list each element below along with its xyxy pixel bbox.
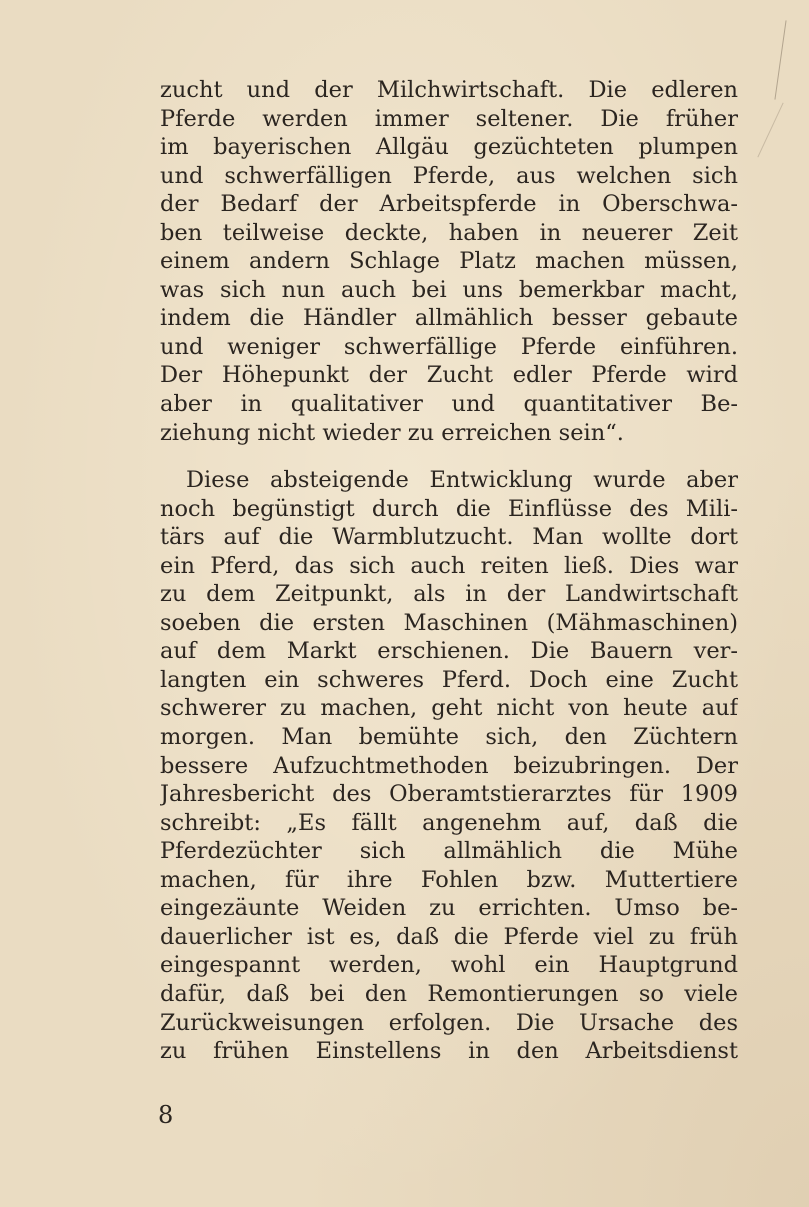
body-text [160, 76, 738, 1066]
text-line: schwerer zu machen, geht nicht von heute auf [160, 695, 738, 722]
text-line: und weniger schwerfällige Pferde einführen. [160, 333, 738, 360]
text-line: und schwerfälligen Pferde, aus welchen sich [160, 162, 738, 189]
text-line: zu frühen Einstellens in den Arbeitsdienst [160, 1038, 738, 1065]
text-line: indem die Händler allmählich besser gebaute [160, 305, 738, 332]
page-edge-mark [757, 103, 783, 158]
text-line: schreibt: „Es fällt angenehm auf, daß die [160, 809, 738, 836]
page-edge-mark [774, 20, 786, 99]
text-line: ziehung nicht wieder zu erreichen sein“. [160, 419, 624, 446]
text-line: dauerlicher ist es, daß die Pferde viel zu früh [160, 923, 738, 950]
text-line: der Bedarf der Arbeitspferde in Oberschwa- [160, 191, 738, 218]
text-line: im bayerischen Allgäu gezüchteten plumpen [160, 134, 738, 161]
text-line: Pferde werden immer seltener. Die früher [160, 105, 738, 132]
text-line: zucht und der Milchwirtschaft. Die edleren [160, 77, 738, 103]
text-line: eingezäunte Weiden zu errichten. Umso be- [160, 895, 738, 922]
text-line: eingespannt werden, wohl ein Hauptgrund [160, 952, 738, 979]
text-line: Der Höhepunkt der Zucht edler Pferde wird [160, 362, 738, 389]
text-line: ein Pferd, das sich auch reiten ließ. Dies war [160, 552, 738, 579]
paragraph-2 [160, 466, 738, 1065]
text-line: zu dem Zeitpunkt, als in der Landwirtschaft [160, 581, 738, 608]
text-line: langten ein schweres Pferd. Doch eine Zucht [160, 666, 738, 693]
text-line: auf dem Markt erschienen. Die Bauern ver- [160, 638, 738, 665]
text-line: bessere Aufzuchtmethoden beizubringen. Der [160, 752, 738, 779]
text-line: Pferdezüchter sich allmählich die Mühe [160, 838, 738, 865]
text-line: morgen. Man bemühte sich, den Züchtern [160, 724, 738, 751]
text-line: Zurückweisungen erfolgen. Die Ursache des [160, 1009, 738, 1036]
paragraph-1 [160, 76, 738, 447]
text-line: ben teilweise deckte, haben in neuerer Zeit [160, 219, 738, 246]
text-line: machen, für ihre Fohlen bzw. Muttertiere [160, 866, 738, 893]
text-line: was sich nun auch bei uns bemerkbar macht, [160, 276, 738, 303]
text-line: aber in qualitativer und quantitativer Be- [160, 391, 738, 418]
text-line: dafür, daß bei den Remontierungen so viele [160, 980, 738, 1007]
text-line: tärs auf die Warmblutzucht. Man wollte dort [160, 524, 738, 551]
text-line: Jahresbericht des Oberamtstierarztes für 1909 [160, 781, 738, 808]
text-line: Diese absteigende Entwicklung wurde aber [186, 467, 738, 494]
text-line: noch begünstigt durch die Einflüsse des Mili- [160, 495, 738, 522]
text-line: einem andern Schlage Platz machen müssen, [160, 248, 738, 275]
text-line: soeben die ersten Maschinen (Mähmaschinen) [160, 609, 738, 636]
page-number: 8 [158, 1101, 174, 1129]
